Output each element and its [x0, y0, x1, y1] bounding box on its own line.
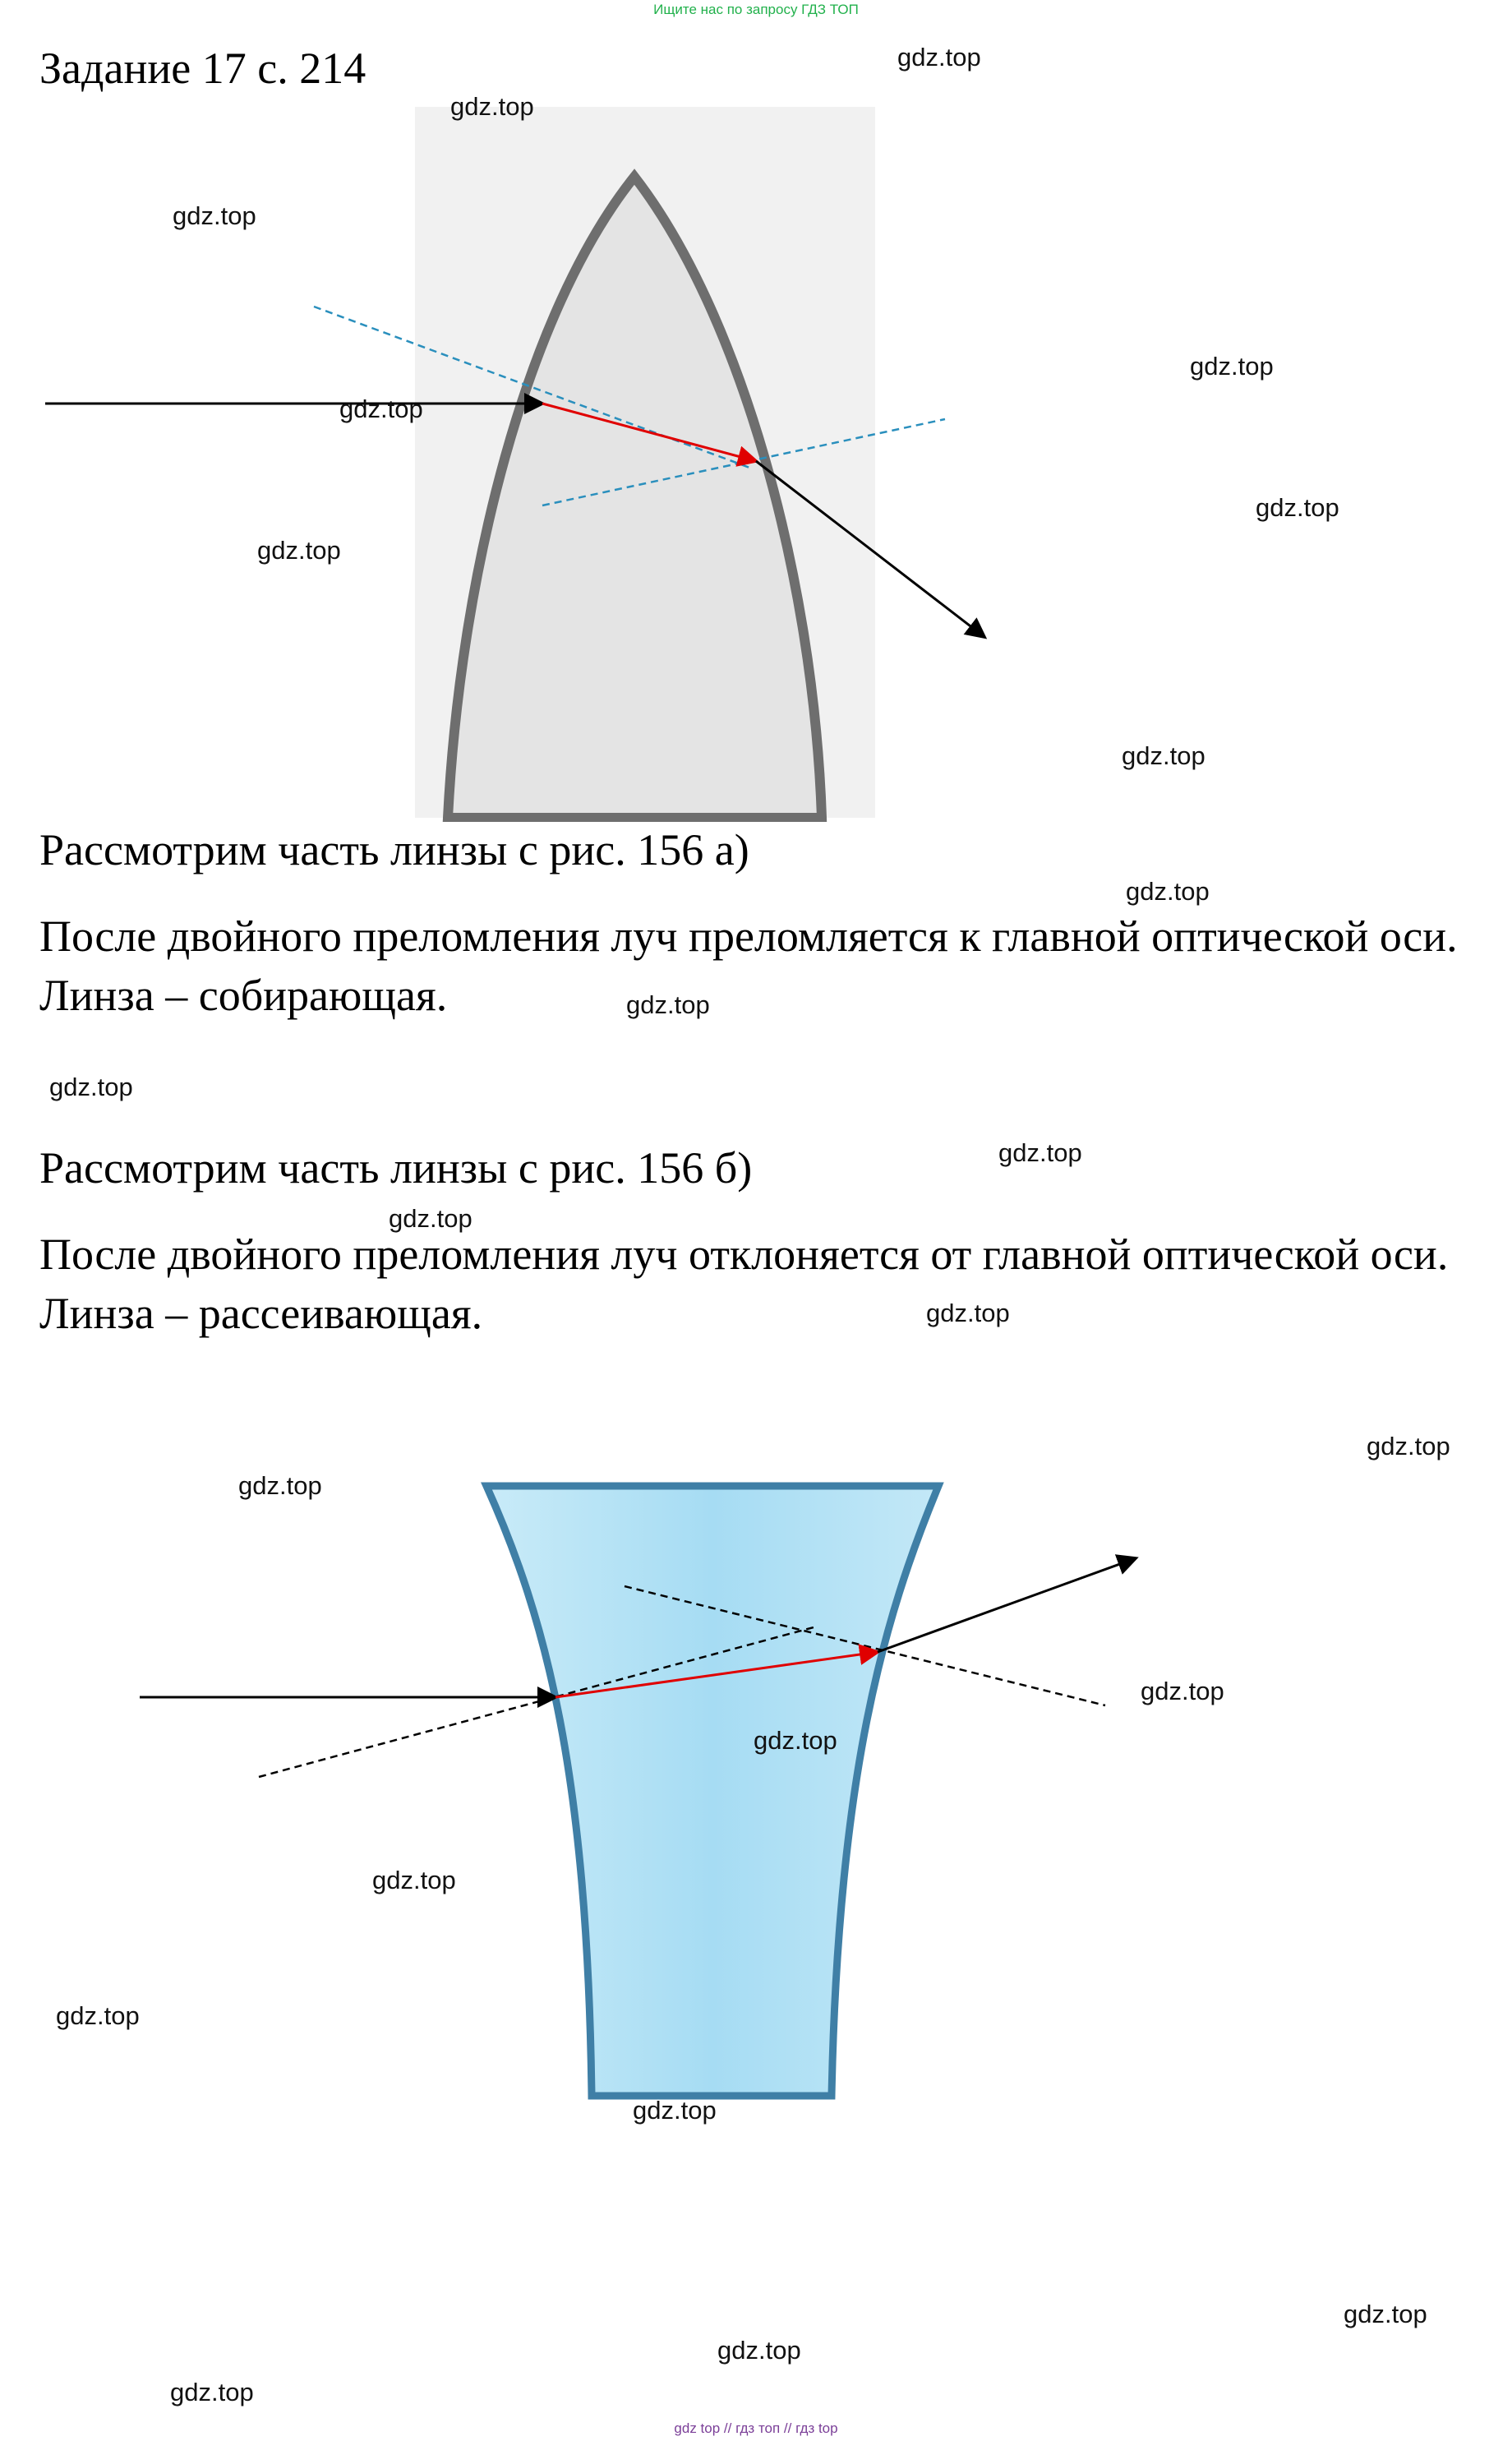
outgoing-ray-b — [878, 1558, 1136, 1652]
watermark: gdz.top — [626, 990, 710, 1019]
watermark: gdz.top — [897, 43, 981, 72]
watermark: gdz.top — [170, 2378, 254, 2406]
footer-banner[interactable]: gdz top // гдз топ // гдз top — [674, 2420, 838, 2436]
paragraph-3: Рассмотрим часть линзы с рис. 156 б) — [39, 1143, 753, 1193]
figure-converging-lens — [0, 0, 1512, 822]
watermark: gdz.top — [633, 2096, 717, 2125]
watermark: gdz.top — [56, 2001, 140, 2030]
watermark: gdz.top — [1126, 877, 1210, 906]
watermark: gdz.top — [238, 1471, 322, 1500]
paragraph-4: После двойного преломления луч отклоняется от главной оптической оси. Линза – рассеивающая. — [39, 1230, 1449, 1338]
paragraph-2: После двойного преломления луч преломляется к главной оптической оси. Линза – собирающая. — [39, 911, 1458, 1020]
paragraph-1: Рассмотрим часть линзы с рис. 156 а) — [39, 825, 749, 874]
watermark: gdz.top — [49, 1073, 133, 1101]
watermark: gdz.top — [1141, 1677, 1224, 1705]
top-banner[interactable]: Ищите нас по запросу ГДЗ ТОП — [653, 2, 859, 17]
watermark: gdz.top — [1344, 2300, 1427, 2328]
watermark: gdz.top — [173, 201, 256, 230]
watermark: gdz.top — [389, 1204, 472, 1233]
watermark: gdz.top — [1190, 352, 1274, 381]
watermark: gdz.top — [754, 1726, 837, 1755]
watermark: gdz.top — [450, 92, 534, 121]
watermark: gdz.top — [257, 536, 341, 565]
watermark: gdz.top — [998, 1138, 1082, 1167]
watermark: gdz.top — [717, 2336, 801, 2365]
watermark: gdz.top — [926, 1299, 1010, 1327]
lens-b-body — [486, 1486, 938, 2096]
watermark: gdz.top — [339, 395, 423, 423]
page-title: Задание 17 с. 214 — [39, 44, 366, 93]
watermark: gdz.top — [1367, 1432, 1450, 1460]
watermark: gdz.top — [372, 1866, 456, 1894]
watermark: gdz.top — [1256, 493, 1339, 522]
watermark: gdz.top — [1122, 741, 1205, 770]
